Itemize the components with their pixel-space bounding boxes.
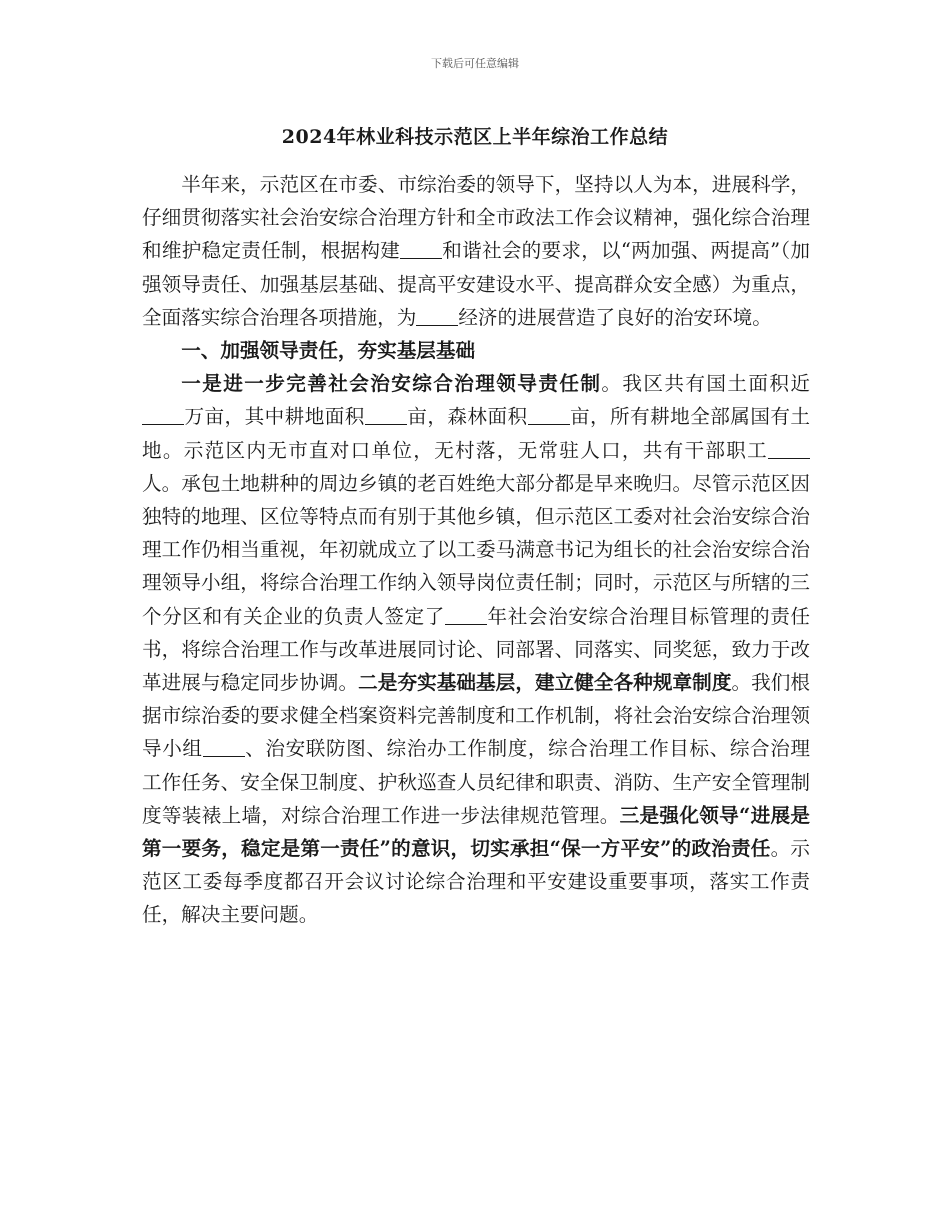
bold-subheading: 二是夯实基础基层，建立健全各种规章制度 — [358, 671, 732, 695]
fill-in-blank — [400, 239, 442, 260]
fill-in-blank — [203, 737, 245, 758]
intro-paragraph — [142, 168, 810, 334]
body-text: 人。承包土地耕种的周边乡镇的老百姓绝大部分都是早来晚归。尽管示范区因独特的地理、区位等特点而有别于其他乡镇，但示范区工委对社会治安综合治理工作仍相当重视，年初就成立了以工委马满意书记为组长的社会治安综合治理领导小组，将综合治理工作纳入领导岗位责任制；同时，示范区与所辖的三个分区和有关企业的负责人签定了 — [142, 471, 810, 628]
body-text: 、治安联防图、综治办工作制度，综合治理工作目标、综合治理工作任务、安全保卫制度、护秋巡查人员纪律和职责、消防、生产安全管理制度等装裱上墙，对综合治理工作进一步法律规范管理。 — [142, 737, 811, 827]
intro-text-2: 和谐社会的要求，以“两加强、两提高”（加强领导责任、加强基层基础、提高平安建设水平、提高群众安全感）为重点，全面落实综合治理各项措施，为 — [142, 239, 811, 329]
header-note: 下载后可任意编辑 — [431, 57, 519, 70]
fill-in-blank — [528, 405, 570, 426]
intro-text-3: 经济的进展营造了良好的治安环境。 — [458, 305, 772, 329]
section1-paragraph — [142, 367, 810, 931]
body-text: 。我区共有国土面积近 — [601, 372, 811, 396]
body-text: 万亩，其中耕地面积 — [184, 405, 365, 429]
body-text: 。示范区工委每季度都召开会议讨论综合治理和平安建设重要事项，落实工作责任，解决主要问题。 — [142, 837, 811, 927]
section-heading: 一、加强领导责任，夯实基层基础 — [181, 339, 476, 363]
body-text: 亩，森林面积 — [406, 405, 528, 429]
body-text: 。我们根据市综治委的要求健全档案资料完善制度和工作机制，将社会治安综合治理领导小组 — [142, 671, 811, 761]
document-title: 2024年林业科技示范区上半年综治工作总结 — [281, 126, 669, 148]
fill-in-blank — [365, 405, 407, 426]
fill-in-blank — [428, 305, 458, 326]
intro-text-1: 半年来，示范区在市委、市综治委的领导下，坚持以人为本，进展科学，仔细贯彻落实社会治安综合治理方针和全市政法工作会议精神，强化综合治理和维护稳定责任制，根据构建 — [142, 173, 810, 263]
bold-subheading: 三是强化领导“进展是第一要务，稳定是第一责任”的意识，切实承担“保一方平安”的政治责任 — [142, 803, 811, 861]
document-body — [142, 168, 810, 932]
body-text: 年社会治安综合治理目标管理的责任书，将综合治理工作与改革进展同讨论、同部署、同落实、同奖惩，致力于改革进展与稳定同步协调。 — [142, 604, 811, 695]
fill-in-blank — [768, 438, 810, 459]
fill-in-blank — [416, 305, 428, 326]
body-text: 亩，所有耕地全部属国有土地。示范区内无市直对口单位，无村落，无常驻人口，共有干部职工 — [142, 405, 811, 462]
fill-in-blank — [445, 604, 487, 625]
bold-subheading: 一是进一步完善社会治安综合治理领导责任制 — [181, 372, 602, 396]
fill-in-blank — [142, 405, 184, 426]
